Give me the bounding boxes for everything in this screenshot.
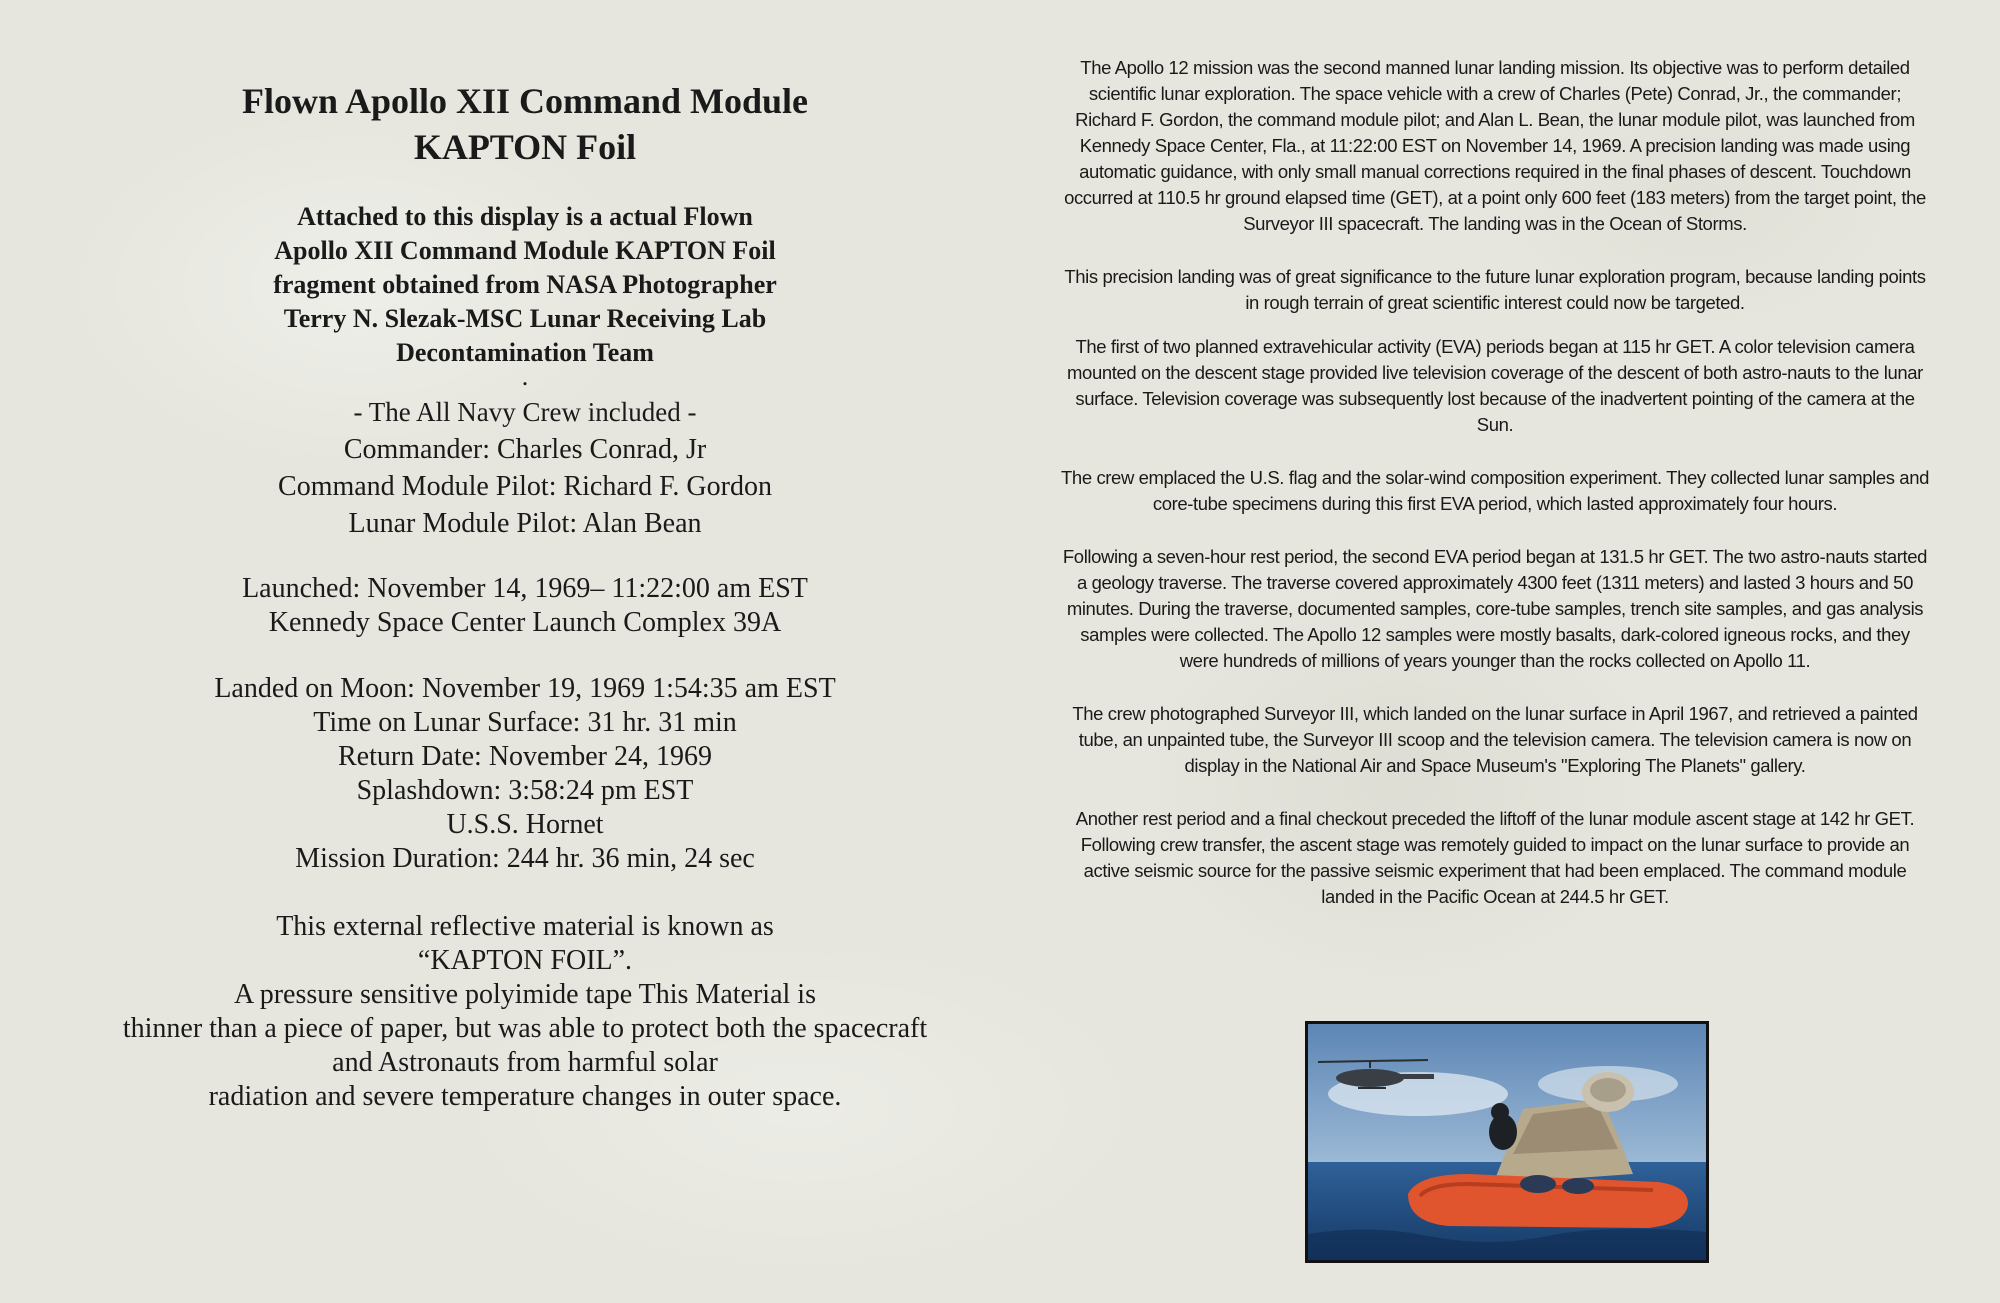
launch-site: Kennedy Space Center Launch Complex 39A	[268, 607, 782, 638]
kapton-line: thinner than a piece of paper, but was able to protect both the spacecraft	[122, 1013, 928, 1044]
kapton-line: “KAPTON FOIL”.	[417, 945, 633, 976]
splashdown-photo	[1305, 1021, 1709, 1263]
attached-line: Decontamination Team	[396, 338, 654, 367]
kapton-line: radiation and severe temperature changes in outer space.	[208, 1081, 842, 1112]
attached-line: Terry N. Slezak-MSC Lunar Receiving Lab	[283, 304, 767, 333]
landed-date: Landed on Moon: November 19, 1969 1:54:35 am EST	[214, 673, 836, 704]
kapton-line: and Astronauts from harmful solar	[332, 1047, 718, 1078]
crew-cm-pilot: Command Module Pilot: Richard F. Gordon	[278, 471, 772, 502]
crew-commander: Commander: Charles Conrad, Jr	[343, 434, 707, 465]
left-column	[60, 78, 990, 1114]
attached-line: Apollo XII Command Module KAPTON Foil	[274, 236, 776, 265]
splashdown-time: Splashdown: 3:58:24 pm EST	[356, 775, 694, 806]
life-raft-icon	[1408, 1174, 1688, 1228]
return-date: Return Date: November 24, 1969	[337, 741, 713, 772]
recovery-ship: U.S.S. Hornet	[446, 809, 604, 840]
surveyor-paragraph: The crew photographed Surveyor III, which landed on the lunar surface in April 1967, and retrieved a painted tube, an unpainted tube, the Surveyor III scoop and the television camera. The television camera is now on display in the National Air and Space Museum's "Exploring The Planets" gallery.	[1072, 703, 1918, 776]
kapton-line: A pressure sensitive polyimide tape This Material is	[234, 979, 816, 1010]
mission-stats-section	[60, 672, 990, 876]
separator-dot: .	[521, 362, 529, 391]
flag-experiment-paragraph: The crew emplaced the U.S. flag and the solar-wind composition experiment. They collected lunar samples and core-tube specimens during this first EVA period, which lasted approximately four hours.	[1061, 467, 1929, 514]
launch-date: Launched: November 14, 1969– 11:22:00 am EST	[242, 573, 808, 604]
first-eva-paragraph: The first of two planned extravehicular activity (EVA) periods began at 115 hr GET. A color television camera mounted on the descent stage provided live television coverage of the descent of both astro-nauts to the lunar surface. Television coverage was subsequently lost because of the inadvertent pointing of the camera at the Sun.	[1067, 336, 1923, 435]
right-column	[1060, 55, 1930, 937]
crew-section	[60, 394, 990, 542]
attached-line: fragment obtained from NASA Photographer	[273, 270, 777, 299]
precision-landing-paragraph: This precision landing was of great significance to the future lunar exploration program, because landing points in rough terrain of great scientific interest could now be targeted.	[1064, 266, 1926, 313]
splashdown-illustration	[1308, 1024, 1706, 1260]
second-eva-paragraph: Following a seven-hour rest period, the second EVA period began at 131.5 hr GET. The two astro-nauts started a geology traverse. The traverse covered approximately 4300 feet (1311 meters) and lasted 3 hours and 50 minutes. During the traverse, documented samples, core-tube samples, trench site samples, and gas analysis samples were collected. The Apollo 12 samples were mostly basalts, dark-colored igneous rocks, and they were hundreds of millions of years younger than the rocks collected on Apollo 11.	[1062, 546, 1928, 671]
title-line-1: Flown Apollo XII Command Module	[241, 81, 809, 121]
lunar-surface-time: Time on Lunar Surface: 31 hr. 31 min	[313, 707, 737, 738]
crew-lm-pilot: Lunar Module Pilot: Alan Bean	[348, 508, 702, 539]
launch-section	[60, 572, 990, 640]
crew-intro: - The All Navy Crew included -	[353, 397, 697, 427]
attached-statement	[60, 200, 990, 370]
kapton-line: This external reflective material is known as	[276, 911, 774, 942]
title-line-2: KAPTON Foil	[413, 127, 637, 167]
mission-overview-paragraph: The Apollo 12 mission was the second manned lunar landing mission. Its objective was to perform detailed scientific lunar exploration. The space vehicle with a crew of Charles (Pete) Conrad, Jr., the commander; Richard F. Gordon, the command module pilot; and Alan L. Bean, the lunar module pilot, was launched from Kennedy Space Center, Fla., at 11:22:00 EST on November 14, 1969. A precision landing was made using automatic guidance, with only small manual corrections required in the final phases of descent. Touchdown occurred at 110.5 hr ground elapsed time (GET), at a point only 600 feet (183 meters) from the target point, the Surveyor III spacecraft. The landing was in the Ocean of Storms.	[1064, 57, 1926, 234]
liftoff-paragraph: Another rest period and a final checkout preceded the liftoff of the lunar module ascent stage at 142 hr GET. Following crew transfer, the ascent stage was remotely guided to impact on the lunar surface to provide an active seismic source for the passive seismic experiment that had been emplaced. The command module landed in the Pacific Ocean at 244.5 hr GET.	[1075, 808, 1915, 907]
mission-duration: Mission Duration: 244 hr. 36 min, 24 sec	[295, 843, 755, 874]
kapton-description	[60, 910, 990, 1114]
attached-line: Attached to this display is a actual Flown	[297, 202, 753, 231]
document-title	[60, 78, 990, 170]
